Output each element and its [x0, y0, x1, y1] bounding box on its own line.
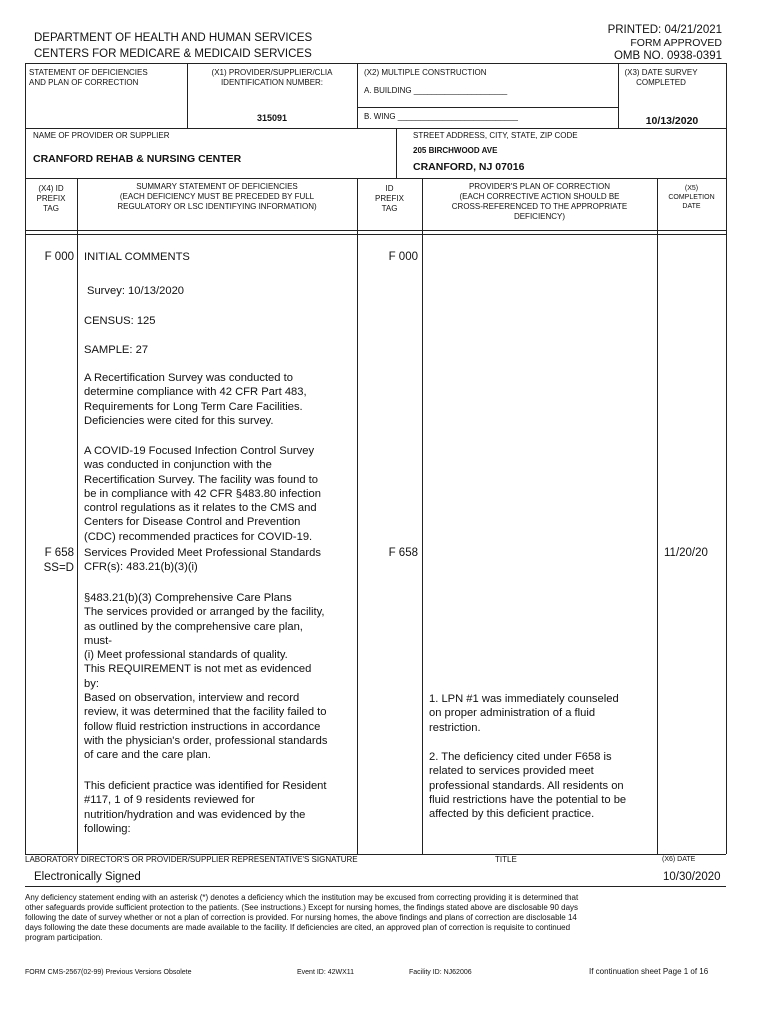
sample-text: SAMPLE: 27	[84, 344, 149, 356]
x3-date-survey-value: 10/13/2020	[645, 115, 699, 127]
initial-comments-heading: INITIAL COMMENTS	[84, 251, 190, 263]
address-line2: CRANFORD, NJ 07016	[413, 161, 525, 173]
x2-multiple-construction-label: (X2) MULTIPLE CONSTRUCTION	[364, 68, 487, 77]
wing-label: B. WING ___________________________	[364, 112, 518, 121]
f658-tag-right: F 658	[388, 547, 418, 559]
regulation-paragraph: §483.21(b)(3) Comprehensive Care Plans The services provided or arranged by the facility, as outlined by the comprehensive care plan, must- (i) Meet professional standards of quality. This REQUIREMENT is not met as evidenced by: Based on observation, interview and record review, it was determined that the facility failed to follow fluid restriction instructions in accordance with the physician's order, professional standards of care and the care plan.	[84, 592, 328, 762]
x6-date-label: (X6) DATE	[662, 856, 696, 863]
printed-date: PRINTED: 04/21/2021	[607, 24, 722, 36]
summary-statement-header: SUMMARY STATEMENT OF DEFICIENCIES (EACH DEFICIENCY MUST BE PRECEDED BY FULL REGULATORY OR LSC IDENTIFYING INFORMATION)	[117, 182, 317, 211]
form-number: FORM CMS-2567(02-99) Previous Versions Obsolete	[25, 969, 192, 976]
f658-tag-left: F 658	[44, 547, 74, 559]
covid-survey-paragraph: A COVID-19 Focused Infection Control Survey was conducted in conjunction with the Recertification Survey. The facility was found to be in compliance with 42 CFR §483.80 infection control regulations as it relates to the CMS and Centers for Disease Control and Prevention (CDC) recommended practices for COVID-19.	[84, 445, 321, 543]
x4-id-prefix-tag-header: (X4) ID PREFIX TAG	[36, 184, 66, 213]
survey-date-text: Survey: 10/13/2020	[87, 285, 185, 297]
plan-of-correction-header: PROVIDER'S PLAN OF CORRECTION (EACH CORRECTIVE ACTION SHOULD BE CROSS-REFERENCED TO THE APPROPRIATE DEFICIENCY)	[451, 182, 628, 221]
provider-name-value: CRANFORD REHAB & NURSING CENTER	[33, 153, 242, 165]
f658-title: Services Provided Meet Professional Standards CFR(s): 483.21(b)(3)(i)	[84, 547, 321, 574]
census-text: CENSUS: 125	[84, 315, 156, 327]
plan-item-2: 2. The deficiency cited under F658 is related to services provided meet professional standards. All residents on fluid restrictions have the potential to be affected by this deficient practice.	[429, 751, 627, 821]
form-approved: FORM APPROVED	[630, 37, 722, 49]
signature-label: LABORATORY DIRECTOR'S OR PROVIDER/SUPPLIER REPRESENTATIVE'S SIGNATURE	[25, 855, 358, 864]
provider-name-label: NAME OF PROVIDER OR SUPPLIER	[33, 131, 170, 140]
recertification-paragraph: A Recertification Survey was conducted to determine compliance with 42 CFR Part 483, Requirements for Long Term Care Facilities. Deficiencies were cited for this survey.	[84, 372, 307, 427]
facility-id: Facility ID: NJ62006	[409, 969, 472, 976]
continuation-page: If continuation sheet Page 1 of 16	[589, 967, 709, 976]
x3-date-survey-label: (X3) DATE SURVEY COMPLETED	[624, 68, 698, 87]
title-label: TITLE	[495, 855, 517, 864]
address-line1: 205 BIRCHWOOD AVE	[413, 146, 498, 155]
f658-completion-date: 11/20/20	[664, 547, 708, 559]
table-right-border	[726, 63, 727, 854]
x1-identification-label: (X1) PROVIDER/SUPPLIER/CLIA IDENTIFICATION NUMBER:	[211, 68, 333, 87]
omb-number: OMB NO. 0938-0391	[613, 50, 722, 62]
statement-of-deficiencies-label: STATEMENT OF DEFICIENCIES AND PLAN OF CORRECTION	[29, 68, 148, 87]
ss-severity-tag: SS=D	[43, 562, 74, 574]
department-name-line2: CENTERS FOR MEDICARE & MEDICAID SERVICES	[34, 48, 312, 60]
signature-date-value: 10/30/2020	[663, 871, 721, 883]
event-id: Event ID: 42WX11	[297, 969, 355, 976]
table-left-border	[25, 63, 26, 854]
building-label: A. BUILDING _____________________	[364, 86, 508, 95]
plan-item-1: 1. LPN #1 was immediately counseled on proper administration of a fluid restriction.	[429, 693, 619, 734]
signature-value: Electronically Signed	[34, 871, 141, 883]
table-top-border	[25, 63, 726, 64]
f000-tag-right: F 000	[388, 251, 418, 263]
street-address-label: STREET ADDRESS, CITY, STATE, ZIP CODE	[413, 131, 578, 140]
department-name-line1: DEPARTMENT OF HEALTH AND HUMAN SERVICES	[34, 32, 313, 44]
disclaimer-text: Any deficiency statement ending with an asterisk (*) denotes a deficiency which the institution may be excused from correcting providing it is determined that other safeguards provide sufficient protection to the patients. (See instructions.) Except for nursing homes, the findings stated above are disclosable 90 days following the date of survey whether or not a plan of correction is provided. For nursing homes, the above findings and plans of correction are disclosable 14 days following the date these documents are made available to the facility. If deficiencies are cited, an approved plan of correction is requisite to continued program participation.	[25, 893, 579, 942]
x1-identification-value: 315091	[256, 113, 288, 123]
deficient-practice-paragraph: This deficient practice was identified for Resident #117, 1 of 9 residents reviewed for nutrition/hydration and was evidenced by the following:	[84, 780, 327, 835]
f000-tag-left: F 000	[44, 251, 74, 263]
id-prefix-tag-header: ID PREFIX TAG	[375, 184, 404, 213]
x5-completion-date-header: (X5) COMPLETION DATE	[668, 185, 715, 210]
